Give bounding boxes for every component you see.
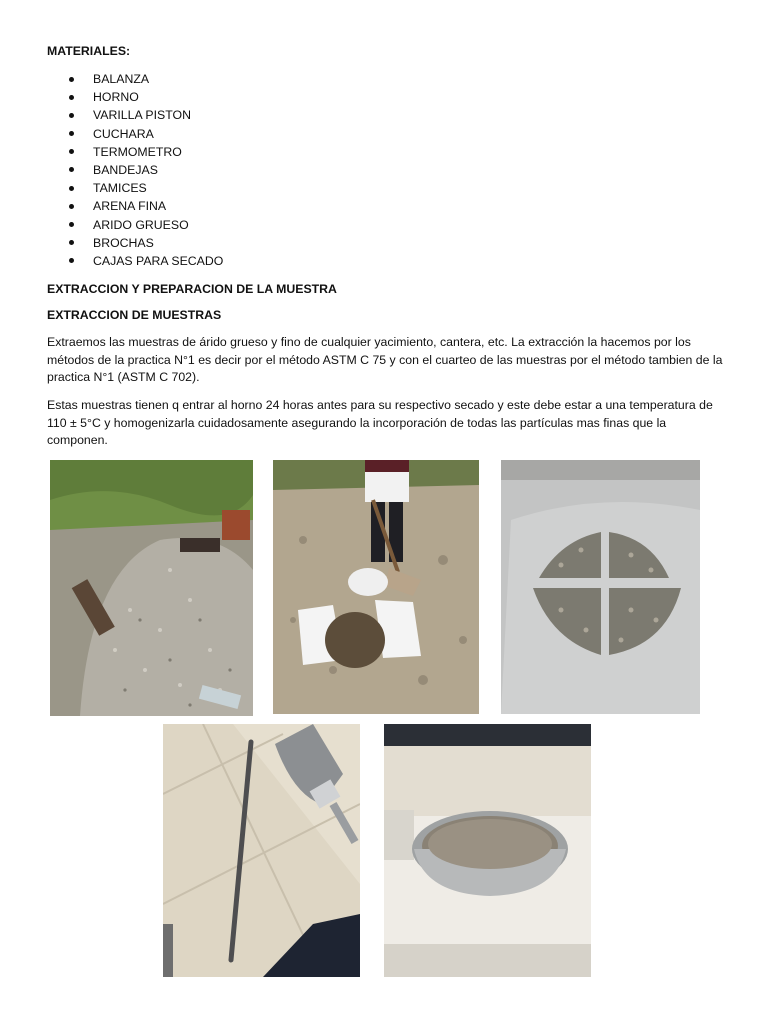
bullet-icon — [69, 204, 74, 209]
tamping-rod-scoop-photo — [163, 724, 360, 977]
list-item: BALANZA — [47, 70, 223, 88]
list-item: CUCHARA — [47, 125, 223, 143]
bullet-icon — [69, 131, 74, 136]
paragraph-extraction: Extraemos las muestras de árido grueso y fino de cualquier yacimiento, cantera, etc. La extracción la hacemos por los métodos de la practica N°1 es decir por el método ASTM C 75 y con el cuarteo de las muestras por el método tambien de la practica N°1 (ASTM C 702). — [47, 335, 723, 384]
list-item: TERMOMETRO — [47, 143, 223, 161]
bullet-icon — [69, 95, 74, 100]
list-item: BROCHAS — [47, 234, 223, 252]
list-item: CAJAS PARA SECADO — [47, 252, 223, 270]
bullet-icon — [69, 240, 74, 245]
list-item: ARENA FINA — [47, 197, 223, 215]
bullet-icon — [69, 149, 74, 154]
bullet-icon — [69, 258, 74, 263]
list-item: HORNO — [47, 88, 223, 106]
bullet-icon — [69, 113, 74, 118]
quartering-sample-photo — [501, 460, 700, 714]
section-heading: EXTRACCION Y PREPARACION DE LA MUESTRA — [47, 282, 337, 296]
list-item: TAMICES — [47, 179, 223, 197]
sampling-shovel-photo — [273, 460, 479, 714]
bullet-icon — [69, 186, 74, 191]
list-item: ARIDO GRUESO — [47, 216, 223, 234]
sand-in-bowl-photo — [384, 724, 591, 977]
list-item: VARILLA PISTON — [47, 106, 223, 124]
bullet-icon — [69, 222, 74, 227]
paragraph-drying: Estas muestras tienen q entrar al horno 24 horas antes para su respectivo secado y este debe estar a una temperatura de 110 ± 5°C y homogenizarla cuidadosamente asegurando la incorporación de todas las partículas mas finas que la componen. — [47, 398, 713, 447]
bullet-icon — [69, 167, 74, 172]
materials-heading: MATERIALES: — [47, 44, 131, 58]
materials-list — [47, 70, 223, 270]
gravel-pile-photo — [50, 460, 253, 716]
subsection-heading: EXTRACCION DE MUESTRAS — [47, 308, 222, 322]
bullet-icon — [69, 77, 74, 82]
list-item: BANDEJAS — [47, 161, 223, 179]
